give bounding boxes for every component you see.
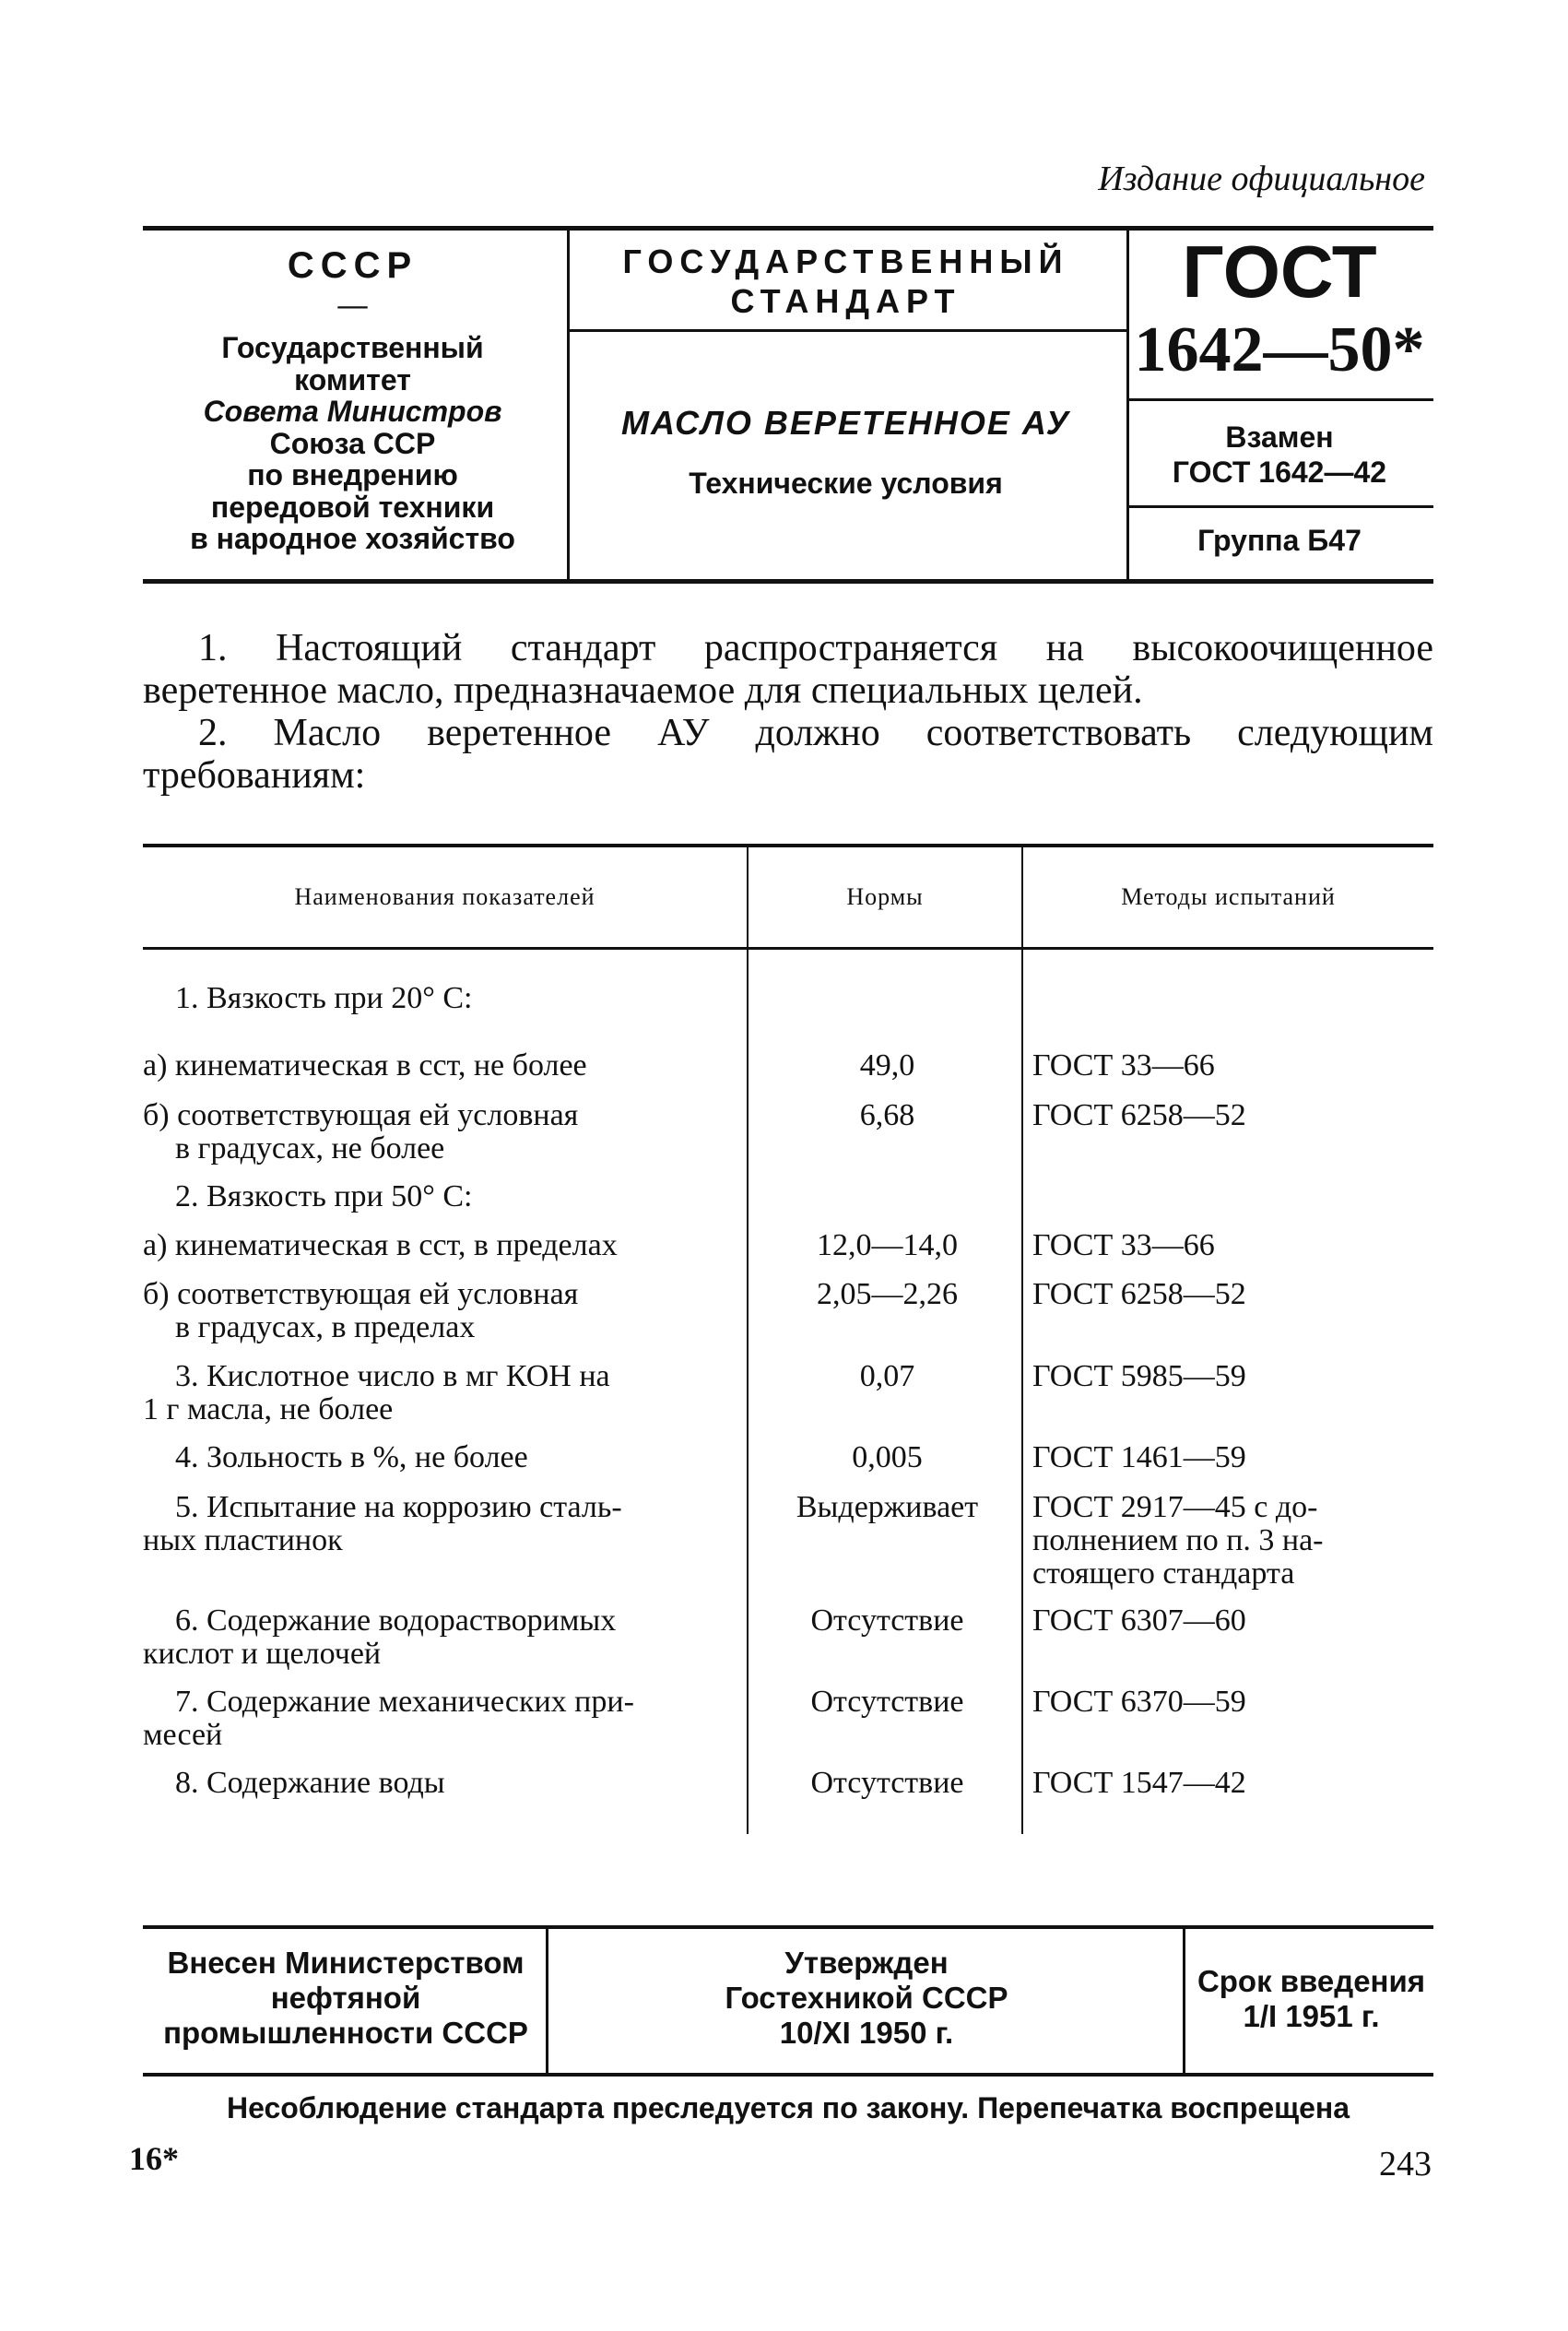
product-title: МАСЛО ВЕРЕТЕННОЕ АУ	[620, 404, 1071, 442]
footer-bottom-rule	[143, 2073, 1433, 2077]
table-header-method: Методы испытаний	[1121, 883, 1336, 910]
introduced-line: промышленности СССР	[163, 2016, 528, 2050]
replaces-line: ГОСТ 1642—42	[1172, 456, 1387, 490]
header-bottom-rule	[143, 579, 1433, 584]
state-standard-title	[572, 242, 1120, 321]
row-name	[143, 1278, 737, 1344]
row-method-line: ГОСТ 5985—59	[1032, 1359, 1246, 1393]
header-divider-right	[1126, 226, 1129, 581]
paragraph-2-text: 2. Масло веретенное АУ должно соответствовать следующим требованиям:	[143, 712, 1433, 797]
row-method-line: ГОСТ 1461—59	[1032, 1440, 1246, 1474]
row-method	[1032, 1278, 1433, 1311]
row-norm: 2,05—2,26	[817, 1277, 958, 1311]
effective-line: 1/I 1951 г.	[1243, 1999, 1380, 2033]
state-standard-line: ГОСУДАРСТВЕННЫЙ	[622, 243, 1069, 280]
row-name-line: 2. Вязкость при 50° С:	[175, 1179, 473, 1213]
committee-line: Совета Министров	[203, 395, 502, 429]
row-name-line: б) соответствующая ей условная	[143, 1277, 579, 1311]
row-method-line: ГОСТ 1547—42	[1032, 1766, 1246, 1800]
row-name-line: 6. Содержание водорастворимых	[175, 1603, 617, 1638]
row-method-line: ГОСТ 33—66	[1032, 1048, 1215, 1083]
row-name	[143, 1604, 737, 1671]
table-col-divider-1	[747, 847, 749, 1834]
row-method-line: ГОСТ 2917—45 с до-	[1032, 1490, 1318, 1524]
row-name	[143, 1686, 737, 1752]
row-norm: 0,07	[859, 1359, 915, 1393]
row-norm: Отсутствие	[810, 1603, 964, 1638]
effective-line: Срок введения	[1197, 1964, 1426, 1998]
row-name-line: а) кинематическая в сст, не более	[143, 1048, 587, 1083]
row-name-line: 7. Содержание механических при-	[175, 1685, 634, 1719]
committee-line: по внедрению	[247, 458, 458, 492]
table-header-rule	[143, 947, 1433, 950]
row-name	[143, 1491, 737, 1557]
group-label: Группа Б47	[1197, 524, 1362, 557]
row-method	[1032, 1229, 1433, 1262]
row-method-line: ГОСТ 6258—52	[1032, 1098, 1246, 1132]
row-norm: 0,005	[852, 1440, 923, 1474]
committee-name	[147, 332, 558, 555]
row-norm: 6,68	[859, 1098, 915, 1132]
row-name	[143, 1180, 737, 1213]
header-center-rule	[570, 329, 1126, 332]
footer-divider-2	[1183, 1929, 1185, 2073]
committee-line: Союза ССР	[269, 426, 436, 460]
row-name	[143, 1360, 737, 1426]
row-name	[143, 1049, 737, 1083]
approved-line: Гостехникой СССР	[725, 1981, 1008, 2015]
introduced-by	[147, 1946, 544, 2051]
row-name-line: кислот и щелочей	[143, 1637, 382, 1671]
footer-divider-1	[546, 1929, 548, 2073]
tech-conditions-label: Технические условия	[689, 467, 1003, 500]
committee-line: комитет	[294, 362, 411, 396]
row-method	[1032, 1767, 1433, 1800]
approved-line: 10/XI 1950 г.	[779, 2016, 954, 2050]
row-name-line: 4. Зольность в %, не более	[175, 1440, 528, 1474]
state-standard-line: СТАНДАРТ	[730, 282, 961, 321]
row-name-line: 5. Испытание на коррозию сталь-	[175, 1490, 622, 1524]
committee-line: Государственный	[221, 331, 484, 364]
row-name-line: 3. Кислотное число в мг КОН на	[175, 1359, 610, 1393]
paragraph-2	[143, 712, 1433, 797]
paragraph-1-text: 1. Настоящий стандарт распространяется на высокоочищенное веретенное масло, предназначаемое для специальных целей.	[143, 627, 1433, 712]
row-norm: Отсутствие	[810, 1766, 964, 1800]
committee-line: передовой техники	[210, 490, 495, 524]
row-name-line: 8. Содержание воды	[175, 1766, 445, 1800]
page-mark: 16*	[129, 2140, 179, 2177]
row-name	[143, 1229, 737, 1262]
row-name-line: в градусах, в пределах	[175, 1310, 476, 1344]
header-right-rule-1	[1129, 398, 1433, 401]
header-divider-left	[567, 226, 570, 581]
approved-line: Утвержден	[784, 1946, 949, 1980]
row-method	[1032, 1604, 1433, 1638]
row-method	[1032, 1441, 1433, 1474]
row-name-line: ных пластинок	[143, 1523, 343, 1557]
row-method-line: ГОСТ 6370—59	[1032, 1685, 1246, 1719]
row-method	[1032, 1686, 1433, 1719]
gost-label: ГОСТ	[1182, 231, 1377, 313]
gost-number: 1642—50*	[1134, 314, 1425, 385]
row-name	[143, 982, 737, 1015]
row-name-line: в градусах, не более	[175, 1131, 445, 1166]
row-name	[143, 1099, 737, 1166]
edition-label: Издание официальное	[1098, 160, 1425, 198]
row-method	[1032, 1491, 1433, 1591]
introduced-line: нефтяной	[270, 1981, 421, 2015]
row-norm: Отсутствие	[810, 1685, 964, 1719]
row-method-line: стоящего стандарта	[1032, 1556, 1295, 1591]
header-right-rule-2	[1129, 505, 1433, 508]
row-method-line: ГОСТ 6258—52	[1032, 1277, 1246, 1311]
row-norm: 12,0—14,0	[817, 1228, 958, 1262]
page-number: 243	[1379, 2145, 1432, 2183]
row-name-line: 1. Вязкость при 20° С:	[175, 981, 473, 1015]
row-method-line: полнением по п. 3 на-	[1032, 1523, 1324, 1557]
replaces-label	[1132, 420, 1427, 491]
row-method	[1032, 1049, 1433, 1083]
ussr-dash: —	[337, 288, 368, 321]
row-method	[1032, 1099, 1433, 1132]
row-method-line: ГОСТ 6307—60	[1032, 1603, 1246, 1638]
table-header-norm: Нормы	[846, 883, 924, 910]
row-name	[143, 1441, 737, 1474]
row-method	[1032, 1360, 1433, 1393]
table-header-name: Наименования показателей	[294, 883, 595, 910]
row-name-line: б) соответствующая ей условная	[143, 1098, 579, 1132]
footer-top-rule	[143, 1925, 1433, 1929]
row-norm: 49,0	[859, 1048, 915, 1083]
table-top-rule	[143, 844, 1433, 847]
row-name-line: 1 г масла, не более	[143, 1392, 394, 1426]
replaces-line: Взамен	[1225, 420, 1334, 454]
ussr-label: СССР	[287, 245, 419, 286]
row-method-line: ГОСТ 33—66	[1032, 1228, 1215, 1262]
approved-by	[553, 1946, 1180, 2051]
paragraph-1	[143, 627, 1433, 712]
legal-notice: Несоблюдение стандарта преследуется по закону. Перепечатка воспрещена	[226, 2091, 1350, 2124]
row-norm: Выдерживает	[796, 1490, 979, 1524]
row-name-line: месей	[143, 1718, 223, 1752]
committee-line: в народное хозяйство	[190, 522, 515, 556]
effective-date	[1189, 1964, 1433, 2034]
introduced-line: Внесен Министерством	[167, 1946, 525, 1980]
row-name-line: а) кинематическая в сст, в пределах	[143, 1228, 618, 1262]
row-name	[143, 1767, 737, 1800]
